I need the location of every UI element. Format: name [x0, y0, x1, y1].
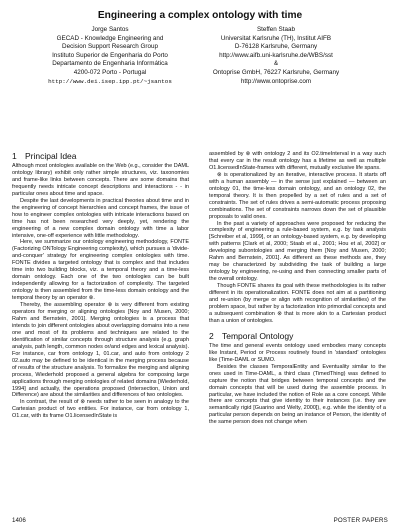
author-address: D-76128 Karlsruhe, Germany	[234, 43, 318, 51]
author-affiliation: Departamento de Engenharia Informática	[52, 60, 168, 68]
author-affiliation: GECAD - Knowledge Engineering and	[56, 34, 164, 42]
right-column	[209, 151, 386, 426]
paragraph: Here, we summarize our ontology engineering methodology, FONTE (Factorizing ONTology Engineering complexity), which pursues a 'divide-and-conquer' strategy for engineering complex ontologies with time. FONTE divides a targeted ontology that is complex and that includes time into two building blocks, viz. a temporal theory and a time-less domain ontology. Each one of the two ontologies can be built independently allowing for a factorization of complexity. The targeted ontology is then assembled from the time-less domain ontology and the temporal theory by an operator ⊗.	[12, 239, 189, 302]
author-ampersand: &	[273, 60, 279, 68]
author-affiliation: Ontoprise GmbH, 76227 Karlsruhe, Germany	[212, 68, 340, 76]
author-affiliation: Instituto Superior de Engenharia do Porto	[52, 51, 168, 59]
author-affiliation: Universitat Karlsruhe (TH), Institut AIFB	[220, 34, 332, 42]
author-santos	[30, 26, 190, 86]
section-number: 2	[209, 330, 214, 341]
paragraph: Though FONTE shares its goal with these methodologies is its rather different in its operationalization. FONTE does not aim at a partitioning and re-union (by merge or align with recognition of similarities) of the problem space, but rather by a factorization into primordial concepts and a subsequent combination ⊗ that is more akin to a Cartesian product than a union of ontologies.	[209, 283, 386, 324]
section-title: Temporal Ontology	[222, 330, 294, 341]
author-url[interactable]: http://www.aifb.uni-karlsruhe.de/WBS/sst	[219, 51, 333, 59]
author-url[interactable]: http://www.ontoprise.com	[240, 77, 312, 85]
author-url[interactable]: http://www.dei.isep.ipp.pt/~jsantos	[48, 77, 172, 85]
paragraph: In the past a variety of approaches were proposed for reducing the complexity of engineering a rule-based system, e.g. by task analysis [Schreiber et al, 1999], or an ontology-based system, e.g. by developing with patterns [Clark et al, 2000; Staab et al., 2001; Hou et al, 2002] or developing subontologies and merging them [Noy and Musen, 2000; Rahm and Bernstein, 2001]. As different as these methods are, they may be characterized by subdividing the task of building a large ontology by engineering, re-using and then connecting smaller parts of the overall ontology.	[209, 220, 386, 283]
section-heading-principal-idea	[12, 151, 189, 161]
section-label: POSTER PAPERS	[333, 517, 388, 524]
author-name: Steffen Staab	[256, 26, 296, 33]
paragraph: The time and general events ontology used embodies many concepts like Instant, Period or Process routinely found in 'standard' ontologies like (Time-DAML or SUMO.	[209, 342, 386, 363]
page-number: 1406	[12, 517, 26, 524]
section-title: Principal Idea	[25, 151, 77, 161]
author-name: Jorge Santos	[91, 26, 129, 33]
paragraph: assembled by ⊗ with ontology 2 and its O2.timeInterval in a way such that every car in the result ontology has a lifetime as well as multiple O1.licensedInState-frames with different, mutually exclusive life spans.	[209, 151, 386, 171]
left-column	[12, 151, 189, 420]
paper-title: Engineering a complex ontology with time	[97, 10, 303, 21]
paragraph: Although most ontologies available on the Web (e.g., consider the DAML ontology library) exhibit only rather simple structures, viz. taxonomies and frame-like links between concepts. There are some domains that frequently needs intricate concept descriptions and interactions - - in particular ones about time and space.	[12, 163, 189, 197]
section-number: 1	[12, 151, 17, 161]
paragraph: ⊗ is operationalized by an iterative, interactive process. It starts off with a human assembly — in the sense just explained — between an ontology 01, the time-less domain ontology, and an ontology 02, the temporal theory. It is then propelled by a set of rules and a set of constraints. The set of rules drives a semi-automatic process proposing combinations. The set of constraints narrows down the set of plausible proposals to valid ones.	[209, 171, 386, 220]
paragraph: Thereby, the assembling operator ⊗ is very different from existing operators for merging or aligning ontologies [Noy and Musen, 2000; Rahm and Bernstein, 2001]. Merging ontologies is a process that intends to join different ontologies about overlapping domains into a new one and most of its problems and techniques are related to the identification of similar concepts through structure analysis (e.g. graph analysis, path length, common nodes or/and edges and lexical analysis). For instance, car from ontology 1, 01.car, and auto from ontology 2 02.auto may be defined to be identical in the merging process because of results of the structure analysis. To formalize the merging and aligning process, Wiederhold proposed a general algebra for composing large applications through merging ontologies of related domains [Wiederhold, 1994] and actually, the operations proposed (Intersection, Union and Difference) are about the similarities and differences of two ontologies.	[12, 302, 189, 399]
section-heading-temporal-ontology	[209, 331, 386, 341]
paragraph: In contrast, the result of ⊗ needs rather to be seen in analogy to the Cartesian product of two entities. For instance, car from ontology 1, O1.car, with its frame O1.licensedInState is	[12, 399, 189, 420]
author-address: 4200-072 Porto - Portugal	[73, 68, 147, 76]
paragraph: Despite the last developments in practical theories about time and in the engineering of concept hierarchies and concept frames, the issue of how to engineer complex ontologies with intricate interactions based on time has not been researched very deeply, yet, rendering the engineering of a new complex domain ontology with time a labor intensive, one-off experience with little methodology.	[12, 197, 189, 239]
author-staab	[190, 26, 362, 86]
author-affiliation: Decision Support Research Group	[62, 43, 158, 51]
paragraph: Besides the classes TemporalEntity and Eventuality similar to the ones used in Time-DAML, a third class (TimedThing) was defined to capture the notion that bridges between temporal concepts and the domain concepts that will be used during the assemble process. In particular, we have included the notion of Role as a core concept. While there are concepts that give identity to their instances (i.e. they are semantically rigid [Guarino and Welty, 2000]), e.g. while the identity of a particular person depends on being an instance of Person, the identity of the same person does not change when	[209, 363, 386, 426]
